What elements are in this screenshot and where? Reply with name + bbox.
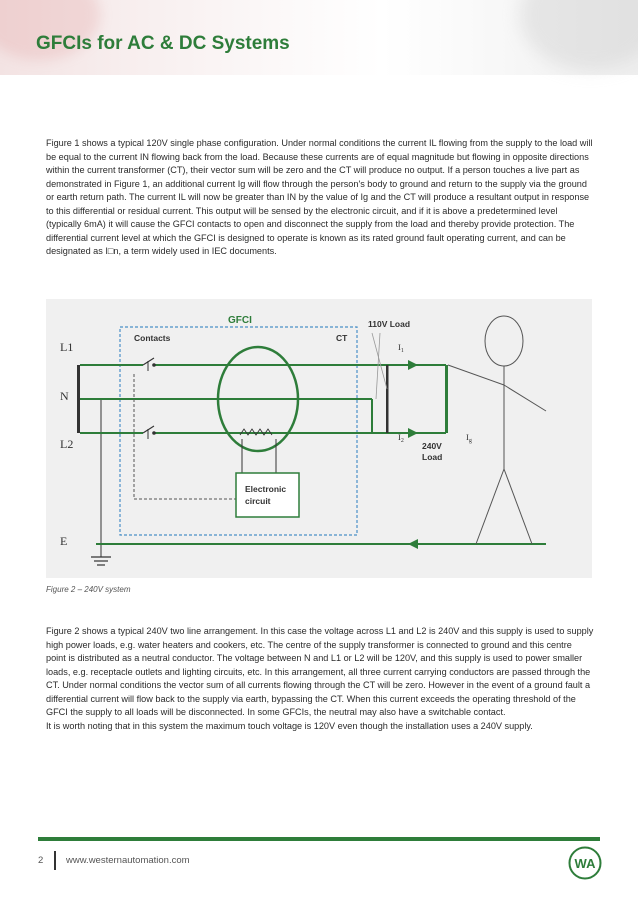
- gfci-label: GFCI: [228, 315, 252, 326]
- load-240v-bar: [445, 365, 448, 433]
- company-logo-icon: [568, 846, 602, 880]
- header-decoration: [520, 0, 638, 70]
- load-110v-label: 110V Load: [368, 319, 411, 329]
- arrow-earth: [408, 539, 418, 549]
- current-label-i2: $I_2$: [398, 432, 404, 444]
- arrow-l2: [408, 428, 418, 438]
- load-240v-label-line1: 240V: [422, 441, 442, 451]
- electronic-circuit-box: [236, 473, 299, 517]
- person-leg-right: [504, 469, 532, 544]
- person-arm-left: [448, 365, 504, 385]
- paragraph-1: Figure 1 shows a typical 120V single phase configuration. Under normal conditions the current IL flowing from the supply to the load will be equal to the current IN flowing back from the load. Because these currents are of equal magnitude but flowing in opposite directions within the current transformer (CT), their vector sum will be zero and the CT will produce no output. If a person touches a live part as demonstrated in Figure 1, an additional current Ig will flow through the person's body to ground and return to the supply via the ground or earth return path. The current IL will now be greater than IN by the value of Ig and the CT will produce a resultant output in response to this differential or residual current. This output will be sensed by the electronic circuit, and if it is above a predetermined level (typically 6mA) it will cause the GFCI contacts to open and disconnect the supply from the load and thereby provide protection. The differential current level at which the GFCI is designed to operate is known as its rated ground fault operating current, and can be designated as I□n, a term widely used in IEC documents.: [46, 138, 593, 256]
- person-arm-right: [504, 385, 546, 411]
- electronic-label-line1: Electronic: [245, 484, 287, 494]
- page-title: GFCIs for AC & DC Systems: [36, 33, 290, 54]
- body-paragraph: [46, 625, 594, 733]
- contact-point: [152, 431, 156, 435]
- trip-linkage: [134, 374, 236, 499]
- diagram-svg: [46, 299, 592, 578]
- ct-label: CT: [336, 333, 348, 343]
- paragraph-2: Figure 2 shows a typical 240V two line arrangement. In this case the voltage across L1 and L2 is 240V and this supply is used to supply high power loads, e.g. water heaters and cookers, etc. The centre of the supply transformer is connected to ground and this centre point is distributed as a neutral conductor. The voltage between N and L1 or L2 will be 120V, and this supply is used to power smaller loads, e.g. receptacle outlets and lighting circuits, etc. In this arrangement, all three current carrying conductors are passed through the CT. Under normal conditions the vector sum of all currents flowing through the CT will be zero. However in the event of a ground fault a differential current will flow back to the supply via earth, bypassing the CT. When this current exceeds the operating threshold of the GFCI the supply to all loads will be disconnected. In some GFCIs, the neutral may also have a switchable contact.: [46, 626, 594, 717]
- supply-transformer: [77, 365, 80, 433]
- footer-separator: [54, 851, 56, 870]
- line-label-n: N: [60, 389, 69, 403]
- line-label-l2: L2: [60, 437, 74, 451]
- paragraph-3: It is worth noting that in this system the maximum touch voltage is 120V even though the installation uses a 240V supply.: [46, 720, 533, 731]
- person-figure: [448, 316, 546, 544]
- load-240v-label-line2: Load: [422, 452, 443, 462]
- contact-point: [152, 363, 156, 367]
- person-head: [485, 316, 523, 366]
- person-leg-left: [476, 469, 504, 544]
- line-label-e: E: [60, 534, 68, 548]
- footer-url[interactable]: www.westernautomation.com: [66, 855, 190, 866]
- footer-rule: [38, 837, 600, 841]
- logo-text: WA: [574, 856, 596, 871]
- current-label-ig: $I_g$: [466, 432, 472, 444]
- circuit-diagram: [46, 299, 592, 578]
- line-label-l1: L1: [60, 340, 74, 354]
- current-label-i1: $I_1$: [398, 342, 404, 354]
- load-110v-bar: [386, 365, 389, 433]
- page-number: 2: [38, 855, 44, 866]
- contacts-label: Contacts: [134, 333, 171, 343]
- arrow-l1: [408, 360, 418, 370]
- body-paragraph: [46, 137, 594, 259]
- figure-caption: Figure 2 – 240V system: [46, 585, 131, 594]
- electronic-label-line2: circuit: [245, 496, 271, 506]
